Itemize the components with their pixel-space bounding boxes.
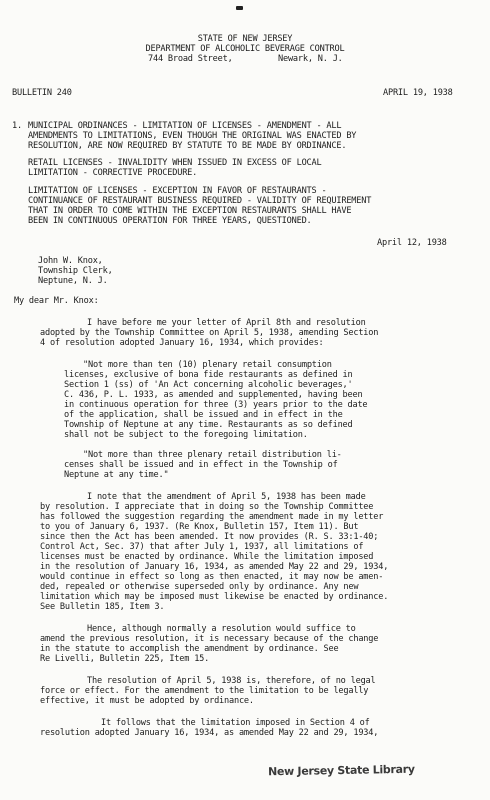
header-street: 744 Broad Street, xyxy=(148,54,233,64)
para2-line-6: Control Act, Sec. 37) that after July 1, 1937, all limitations of xyxy=(40,542,364,552)
para2-line-10: ded, repealed or otherwise superseded only by ordinance. Any new xyxy=(40,582,359,592)
item-heading-3-line-3: THAT IN ORDER TO COME WITHIN THE EXCEPTION RESTAURANTS SHALL HAVE xyxy=(28,206,352,216)
para2-line-5: since then the Act has been amended. It now provides (R. S. 33:1-40; xyxy=(40,532,379,542)
para3-line-3: in the statute to accomplish the amendment by ordinance. See xyxy=(40,644,339,654)
item-heading-1-line-1: MUNICIPAL ORDINANCES - LIMITATION OF LICENSES - AMENDMENT - ALL xyxy=(28,121,342,131)
para1-line-2: adopted by the Township Committee on April 5, 1938, amending Section xyxy=(40,328,379,338)
item-heading-3-line-1: LIMITATION OF LICENSES - EXCEPTION IN FAVOR OF RESTAURANTS - xyxy=(28,186,327,196)
para5-line-2: resolution adopted January 16, 1934, as amended May 22 and 29, 1934, xyxy=(40,728,379,738)
para2-line-11: limitation which may be imposed must likewise be enacted by ordinance. xyxy=(40,592,389,602)
quote1-line-5: in continuous operation for three (3) years prior to the date xyxy=(64,400,368,410)
punch-mark xyxy=(236,6,243,10)
para4-line-3: effective, it must be adopted by ordinance. xyxy=(40,696,254,706)
addressee-line-2: Township Clerk, xyxy=(38,266,113,276)
header-department: DEPARTMENT OF ALCOHOLIC BEVERAGE CONTROL xyxy=(145,44,345,54)
quote1-line-2: licenses, exclusive of bona fide restaurants as defined in xyxy=(64,370,353,380)
para3-line-4: Re Livelli, Bulletin 225, Item 15. xyxy=(40,654,210,664)
library-stamp: New Jersey State Library xyxy=(267,762,415,779)
quote1-line-4: C. 436, P. L. 1933, as amended and supplemented, having been xyxy=(64,390,363,400)
item-heading-3-line-2: CONTINUANCE OF RESTAURANT BUSINESS REQUIRED - VALIDITY OF REQUIREMENT xyxy=(28,196,372,206)
quote2-line-1: "Not more than three plenary retail distribution li- xyxy=(83,450,342,460)
item-heading-2-line-1: RETAIL LICENSES - INVALIDITY WHEN ISSUED IN EXCESS OF LOCAL xyxy=(28,158,322,168)
item-heading-1-line-3: RESOLUTION, ARE NOW REQUIRED BY STATUTE TO BE MADE BY ORDINANCE. xyxy=(28,141,347,151)
item-heading-3-line-4: BEEN IN CONTINUOUS OPERATION FOR THREE YEARS, QUESTIONED. xyxy=(28,216,312,226)
para2-line-8: in the resolution of January 16, 1934, as amended May 22 and 29, 1934, xyxy=(40,562,389,572)
quote2-line-2: censes shall be issued and in effect in the Township of xyxy=(64,460,338,470)
para2-line-9: would continue in effect so long as then enacted, it may now be amen- xyxy=(40,572,384,582)
header-state: STATE OF NEW JERSEY xyxy=(197,34,293,44)
para4-line-2: force or effect. For the amendment to the limitation to be legally xyxy=(40,686,369,696)
para1-line-3: 4 of resolution adopted January 16, 1934, which provides: xyxy=(40,338,324,348)
para2-line-7: licenses must be enacted by ordinance. While the limitation imposed xyxy=(40,552,374,562)
quote1-line-6: of the application, shall be issued and in effect in the xyxy=(64,410,343,420)
para2-line-4: to you of January 6, 1937. (Re Knox, Bulletin 157, Item 11). But xyxy=(40,522,359,532)
para5-line-1: It follows that the limitation imposed in Section 4 of xyxy=(101,718,370,728)
header-city: Newark, N. J. xyxy=(278,54,343,64)
para3-line-1: Hence, although normally a resolution would suffice to xyxy=(87,624,356,634)
addressee-line-1: John W. Knox, xyxy=(38,256,103,266)
addressee-line-3: Neptune, N. J. xyxy=(38,276,108,286)
para4-line-1: The resolution of April 5, 1938 is, therefore, of no legal xyxy=(87,676,376,686)
quote1-line-8: shall not be subject to the foregoing limitation. xyxy=(64,430,308,440)
para2-line-1: I note that the amendment of April 5, 1938 has been made xyxy=(87,492,366,502)
para2-line-3: has followed the suggestion regarding the amendment made in my letter xyxy=(40,512,384,522)
quote1-line-3: Section 1 (ss) of 'An Act concerning alcoholic beverages,' xyxy=(64,380,353,390)
item-number: 1. xyxy=(12,121,22,131)
para2-line-12: See Bulletin 185, Item 3. xyxy=(40,602,165,612)
bulletin-date: APRIL 19, 1938 xyxy=(383,88,453,98)
quote1-line-7: Township of Neptune at any time. Restaurants as so defined xyxy=(64,420,353,430)
salutation: My dear Mr. Knox: xyxy=(14,296,99,306)
para1-line-1: I have before me your letter of April 8th and resolution xyxy=(87,318,366,328)
quote1-line-1: "Not more than ten (10) plenary retail consumption xyxy=(83,360,332,370)
quote2-line-3: Neptune at any time." xyxy=(64,470,169,480)
para2-line-2: by resolution. I appreciate that in doing so the Township Committee xyxy=(40,502,374,512)
item-heading-1-line-2: AMENDMENTS TO LIMITATIONS, EVEN THOUGH THE ORIGINAL WAS ENACTED BY xyxy=(28,131,357,141)
letter-date: April 12, 1938 xyxy=(377,238,447,248)
bulletin-number: BULLETIN 240 xyxy=(12,88,72,98)
item-heading-2-line-2: LIMITATION - CORRECTIVE PROCEDURE. xyxy=(28,168,198,178)
para3-line-2: amend the previous resolution, it is necessary because of the change xyxy=(40,634,379,644)
